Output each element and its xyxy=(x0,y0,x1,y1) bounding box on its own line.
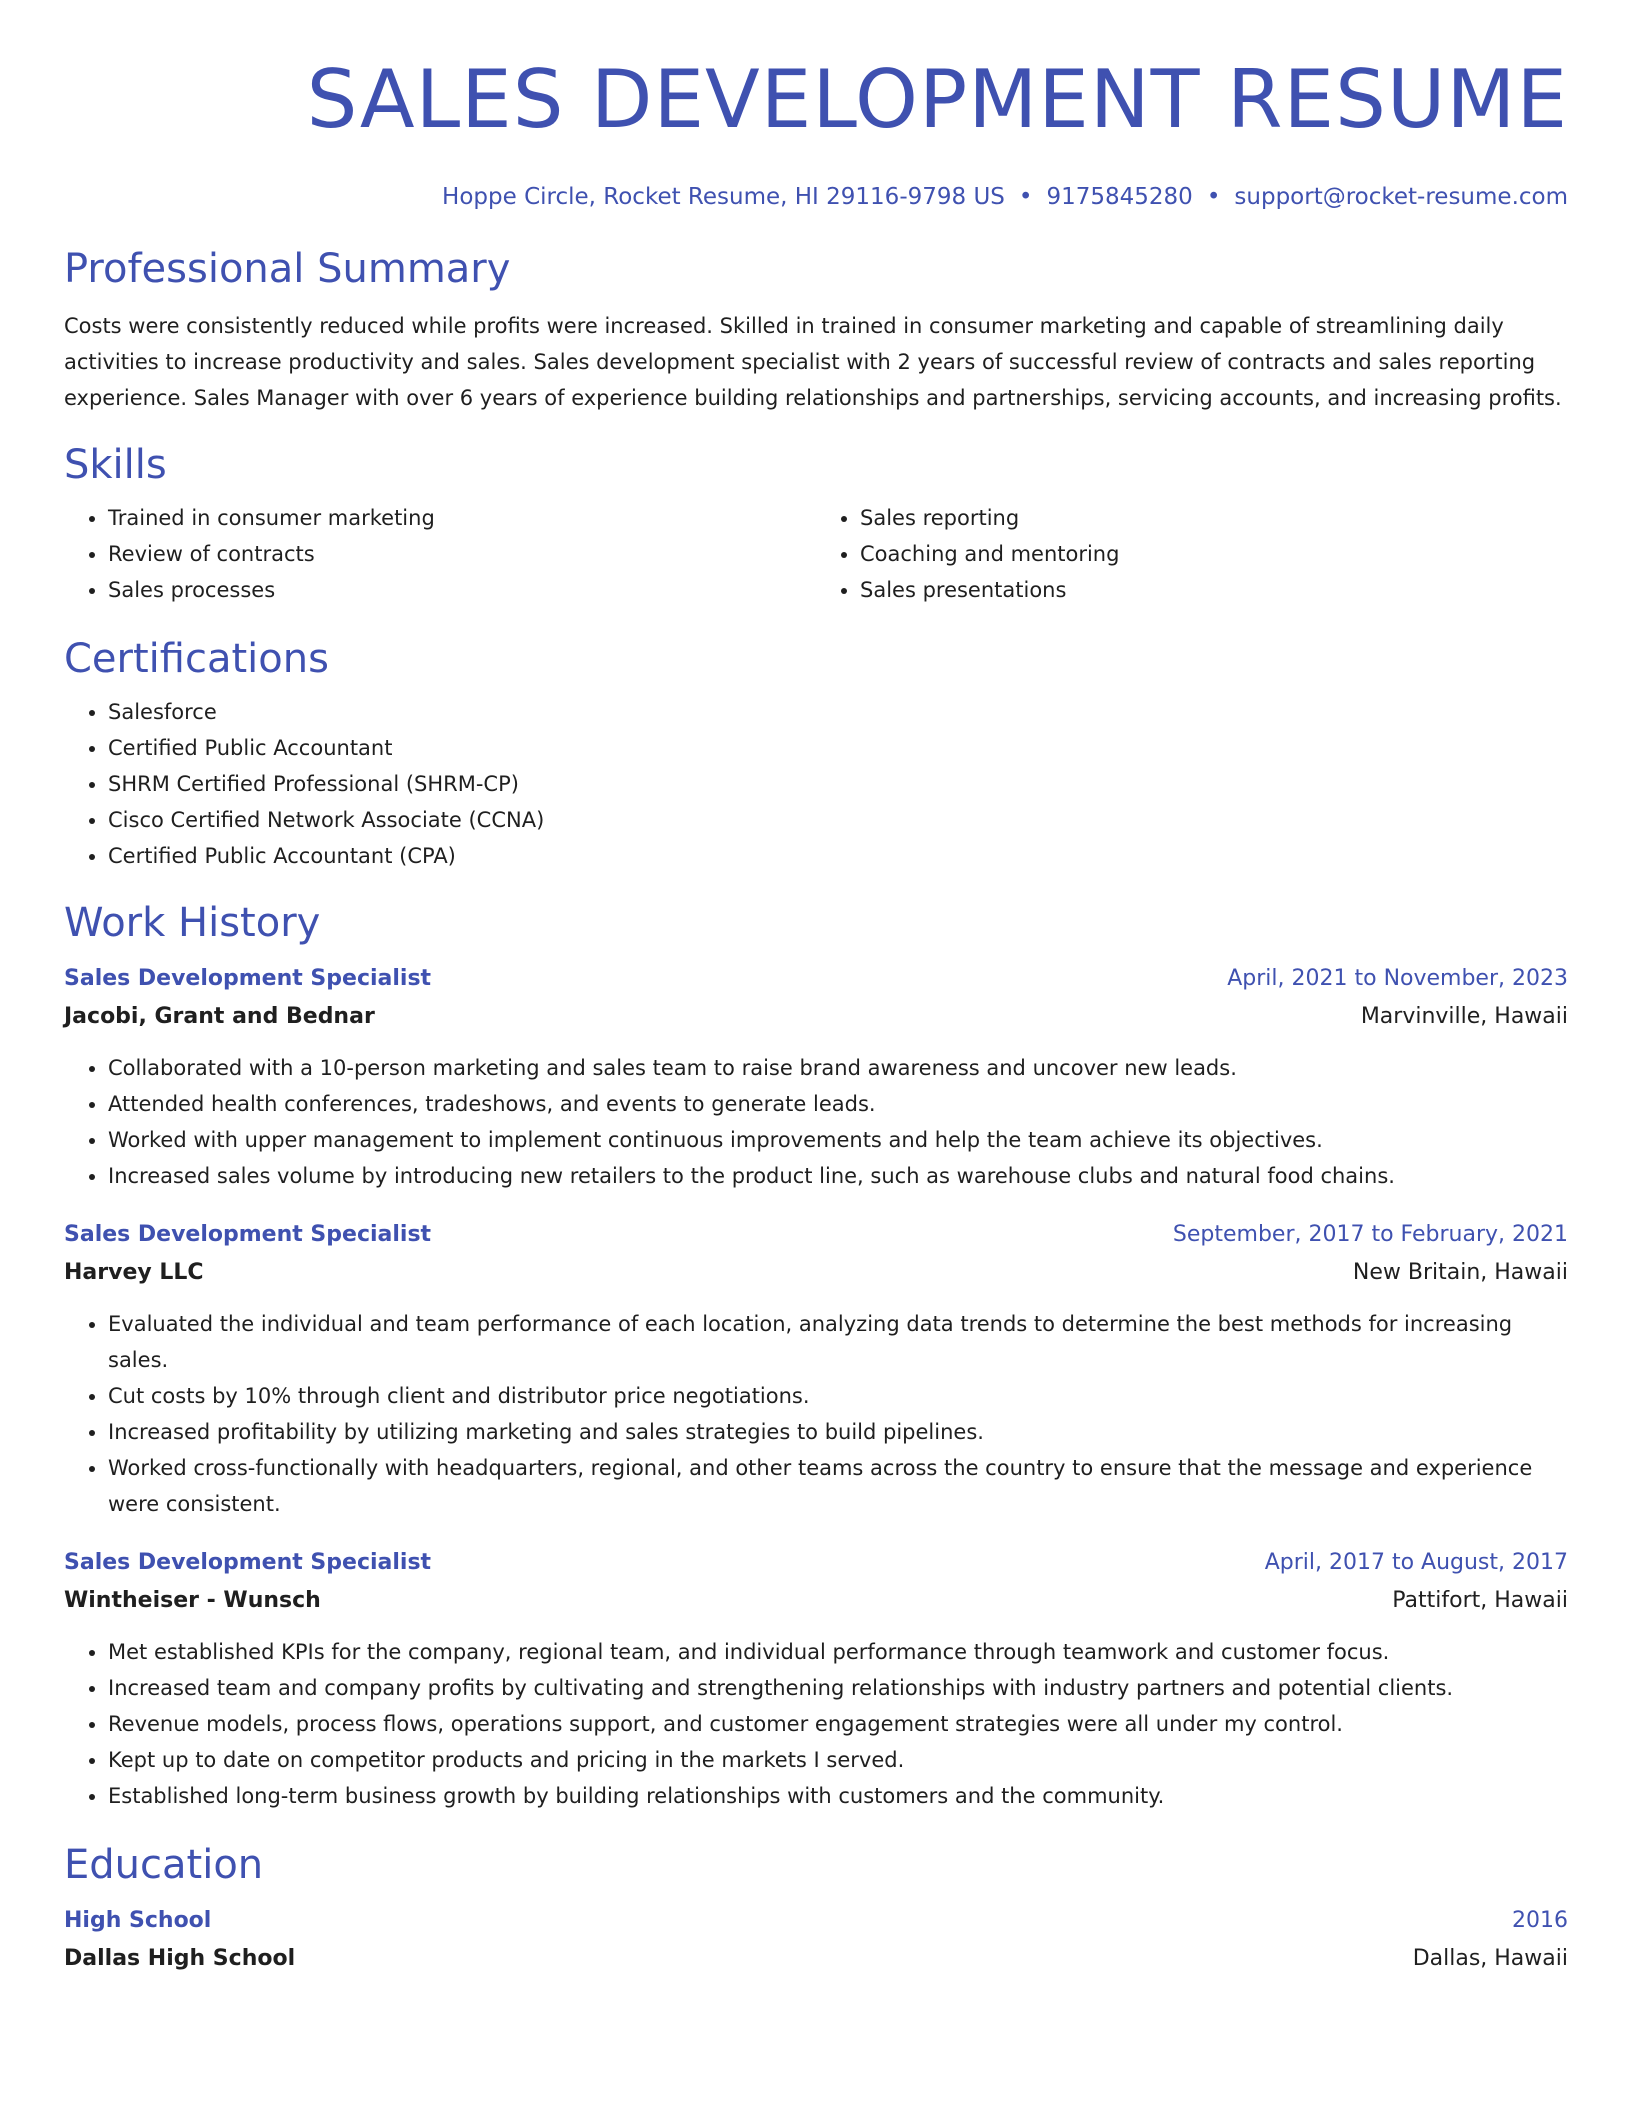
job-entry xyxy=(64,960,1568,1194)
job-bullets xyxy=(64,1050,1568,1194)
summary-text: Costs were consistently reduced while profits were increased. Skilled in trained in consumer marketing and capable of streamlining daily activities to increase productivity and sales. Sales development specialist with 2 years of successful review of contracts and sales reporting experience. Sales Manager with over 6 years of experience building relationships and partnerships, servicing accounts, and increasing profits. xyxy=(64,314,1562,410)
skill-item: • Sales presentations xyxy=(860,572,1568,608)
resume-title: SALES DEVELOPMENT RESUME xyxy=(306,53,1568,146)
skill-item: • Sales reporting xyxy=(860,500,1568,536)
contact-separator: • xyxy=(1206,184,1221,210)
education-heading: Education xyxy=(64,1842,264,1888)
job-bullet: • Kept up to date on competitor products and pricing in the markets I served. xyxy=(108,1742,1568,1778)
education-school: Dallas High School xyxy=(64,1946,296,1971)
job-bullet: • Attended health conferences, tradeshows, and events to generate leads. xyxy=(108,1086,1568,1122)
certification-item: • Certified Public Accountant (CPA) xyxy=(108,838,1568,874)
contact-phone: 9175845280 xyxy=(1046,184,1193,210)
job-subheader xyxy=(64,998,1568,1036)
job-dates: April, 2017 to August, 2017 xyxy=(1264,1550,1568,1575)
summary-section xyxy=(64,244,1568,416)
job-header xyxy=(64,1216,1568,1254)
job-bullet: • Evaluated the individual and team performance of each location, analyzing data trends to determine the best methods for increasing sales. xyxy=(108,1306,1568,1378)
certification-item: • SHRM Certified Professional (SHRM-CP) xyxy=(108,766,1568,802)
job-dates: April, 2021 to November, 2023 xyxy=(1227,966,1568,991)
skill-item: • Coaching and mentoring xyxy=(860,536,1568,572)
work-history-heading: Work History xyxy=(64,900,321,946)
education-degree: High School xyxy=(64,1908,212,1933)
job-bullet: • Cut costs by 10% through client and distributor price negotiations. xyxy=(108,1378,1568,1414)
certifications-heading: Certifications xyxy=(64,636,329,682)
skills-heading: Skills xyxy=(64,442,167,488)
contact-address: Hoppe Circle, Rocket Resume, HI 29116-9798 US xyxy=(442,184,1005,210)
skill-item: • Review of contracts xyxy=(108,536,816,572)
work-history-section xyxy=(64,898,1568,1814)
job-header xyxy=(64,960,1568,998)
job-bullets xyxy=(64,1306,1568,1522)
job-entry xyxy=(64,1216,1568,1522)
certification-item: • Salesforce xyxy=(108,694,1568,730)
certifications-section xyxy=(64,634,1568,874)
job-title: Sales Development Specialist xyxy=(64,966,432,991)
contact-email[interactable]: support@rocket-resume.com xyxy=(1234,184,1568,210)
job-location: Pattifort, Hawaii xyxy=(1392,1588,1568,1613)
job-location: New Britain, Hawaii xyxy=(1352,1260,1568,1285)
job-bullet: • Increased profitability by utilizing marketing and sales strategies to build pipelines. xyxy=(108,1414,1568,1450)
job-bullet: • Increased sales volume by introducing new retailers to the product line, such as warehouse clubs and natural food chains. xyxy=(108,1158,1568,1194)
job-company: Harvey LLC xyxy=(64,1260,204,1285)
skill-item: • Sales processes xyxy=(108,572,816,608)
summary-heading: Professional Summary xyxy=(64,246,511,292)
skills-section xyxy=(64,440,1568,608)
job-bullet: • Collaborated with a 10-person marketing and sales team to raise brand awareness and uncover new leads. xyxy=(108,1050,1568,1086)
job-bullet: • Worked cross-functionally with headquarters, regional, and other teams across the country to ensure that the message and experience were consistent. xyxy=(108,1450,1568,1522)
skills-grid xyxy=(64,500,1568,608)
contact-line xyxy=(64,182,1568,212)
job-bullet: • Established long-term business growth by building relationships with customers and the community. xyxy=(108,1778,1568,1814)
education-entry xyxy=(64,1902,1568,1978)
job-bullet: • Revenue models, process flows, operations support, and customer engagement strategies were all under my control. xyxy=(108,1706,1568,1742)
education-subheader xyxy=(64,1940,1568,1978)
job-title: Sales Development Specialist xyxy=(64,1222,432,1247)
skills-list-left xyxy=(64,500,816,608)
contact-separator: • xyxy=(1018,184,1033,210)
skills-list-right xyxy=(816,500,1568,608)
job-dates: September, 2017 to February, 2021 xyxy=(1172,1222,1568,1247)
job-title: Sales Development Specialist xyxy=(64,1550,432,1575)
job-bullet: • Increased team and company profits by cultivating and strengthening relationships with industry partners and potential clients. xyxy=(108,1670,1568,1706)
education-year: 2016 xyxy=(1512,1908,1568,1933)
certification-item: • Certified Public Accountant xyxy=(108,730,1568,766)
job-header xyxy=(64,1544,1568,1582)
skill-item: • Trained in consumer marketing xyxy=(108,500,816,536)
job-location: Marvinville, Hawaii xyxy=(1360,1004,1568,1029)
job-company: Wintheiser - Wunsch xyxy=(64,1588,321,1613)
job-bullet: • Met established KPIs for the company, regional team, and individual performance through teamwork and customer focus. xyxy=(108,1634,1568,1670)
job-subheader xyxy=(64,1254,1568,1292)
job-subheader xyxy=(64,1582,1568,1620)
job-company: Jacobi, Grant and Bednar xyxy=(64,1004,375,1029)
education-section xyxy=(64,1840,1568,1978)
certification-item: • Cisco Certified Network Associate (CCNA) xyxy=(108,802,1568,838)
certifications-list xyxy=(64,694,1568,874)
job-bullet: • Worked with upper management to implement continuous improvements and help the team achieve its objectives. xyxy=(108,1122,1568,1158)
job-entry xyxy=(64,1544,1568,1814)
education-location: Dallas, Hawaii xyxy=(1412,1946,1568,1971)
education-header xyxy=(64,1902,1568,1940)
job-bullets xyxy=(64,1634,1568,1814)
